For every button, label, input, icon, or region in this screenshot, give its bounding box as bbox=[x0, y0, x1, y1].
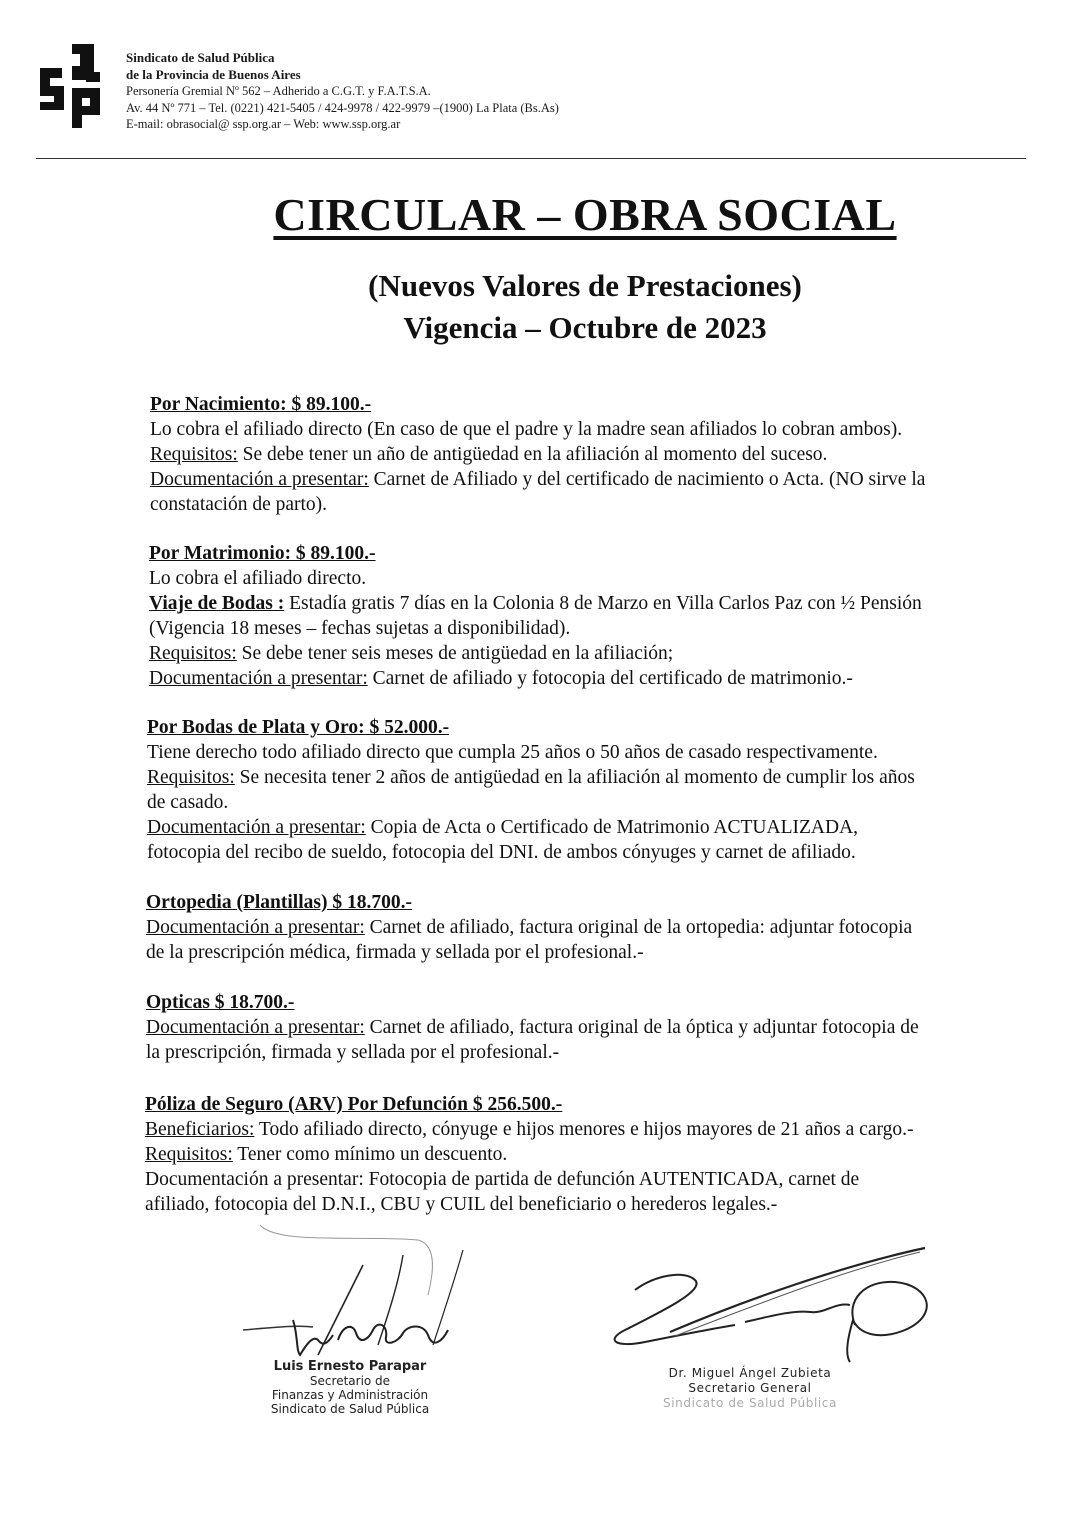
signer-role-line2: Finanzas y Administración bbox=[271, 1388, 429, 1402]
ssp-logo bbox=[36, 42, 106, 130]
honeymoon-text-cont: (Vigencia 18 meses – fechas sujetas a disponibilidad). bbox=[149, 618, 571, 639]
requirements-label: Requisitos: bbox=[150, 444, 238, 465]
address-line: Av. 44 Nº 771 – Tel. (0221) 421-5405 / 424-9978 / 422-9979 –(1900) La Plata (Bs.As) bbox=[126, 100, 559, 115]
signer-name: Luis Ernesto Parapar bbox=[273, 1359, 427, 1374]
org-name-line2: de la Provincia de Buenos Aires bbox=[126, 66, 301, 82]
documentation-text-cont: de la prescripción médica, firmada y sellada por el profesional.- bbox=[146, 942, 644, 963]
documentation-label: Documentación a presentar: bbox=[149, 668, 368, 689]
requirements-text: Se debe tener un año de antigüedad en la afiliación al momento del suceso. bbox=[237, 444, 828, 465]
requirements-label: Requisitos: bbox=[147, 767, 235, 788]
signature-right-caption bbox=[640, 1366, 860, 1411]
section-heading: Ortopedia (Plantillas) $ 18.700.- bbox=[146, 892, 412, 913]
org-name-line1: Sindicato de Salud Pública bbox=[126, 50, 275, 65]
requirements-label: Requisitos: bbox=[149, 643, 237, 664]
requirements-text-cont: de casado. bbox=[147, 792, 229, 813]
section-heading: Opticas $ 18.700.- bbox=[146, 992, 295, 1013]
requirements-label: Requisitos: bbox=[145, 1144, 233, 1165]
signature-left bbox=[238, 1215, 488, 1365]
contact-line: E-mail: obrasocial@ ssp.org.ar – Web: www.ssp.org.ar bbox=[126, 117, 401, 131]
documentation-text-cont: afiliado, fotocopia del D.N.I., CBU y CUIL del beneficiario o herederos legales.- bbox=[145, 1194, 778, 1215]
signer-role-line1: Secretario de bbox=[309, 1374, 391, 1388]
documentation-text: Carnet de afiliado, factura original de la óptica y adjuntar fotocopia de bbox=[364, 1017, 919, 1038]
documentation-text: Carnet de Afiliado y del certificado de nacimiento o Acta. (NO sirve la bbox=[368, 469, 926, 490]
signature-left-caption bbox=[250, 1360, 450, 1416]
section-heading: Por Nacimiento: $ 89.100.- bbox=[150, 394, 372, 415]
documentation-text: Carnet de afiliado, factura original de la ortopedia: adjuntar fotocopia bbox=[364, 917, 913, 938]
documentation-text-cont: fotocopia del recibo de sueldo, fotocopia del DNI. de ambos cónyuges y carnet de afiliado. bbox=[147, 842, 856, 863]
honeymoon-text: Estadía gratis 7 días en la Colonia 8 de Marzo en Villa Carlos Paz con ½ Pensión bbox=[284, 593, 922, 614]
letterhead bbox=[126, 50, 559, 133]
section-matrimonio bbox=[149, 541, 1019, 691]
documentation-text: Documentación a presentar: Fotocopia de partida de defunción AUTENTICADA, carnet de bbox=[145, 1169, 860, 1190]
documentation-text: Copia de Acta o Certificado de Matrimonio ACTUALIZADA, bbox=[365, 817, 859, 838]
documentation-label: Documentación a presentar: bbox=[146, 917, 365, 938]
honeymoon-label: Viaje de Bodas : bbox=[149, 593, 285, 614]
documentation-text: Carnet de afiliado y fotocopia del certificado de matrimonio.- bbox=[367, 668, 853, 689]
header-divider bbox=[36, 158, 1026, 159]
documentation-label: Documentación a presentar: bbox=[147, 817, 366, 838]
section-heading: Por Matrimonio: $ 89.100.- bbox=[149, 543, 376, 564]
signature-right bbox=[595, 1240, 950, 1365]
requirements-text: Se necesita tener 2 años de antigüedad en la afiliación al momento de cumplir los años bbox=[234, 767, 915, 788]
section-ortopedia bbox=[146, 890, 1016, 965]
section-poliza bbox=[145, 1092, 1015, 1217]
requirements-text: Se debe tener seis meses de antigüedad en la afiliación; bbox=[236, 643, 674, 664]
signer-role-line2: Sindicato de Salud Pública bbox=[663, 1396, 837, 1410]
beneficiaries-label: Beneficiarios: bbox=[145, 1119, 255, 1140]
personeria-line: Personería Gremial Nº 562 – Adherido a C.G.T. y F.A.T.S.A. bbox=[126, 84, 431, 98]
requirements-text: Tener como mínimo un descuento. bbox=[232, 1144, 508, 1165]
documentation-text-cont: la prescripción, firmada y sellada por el profesional.- bbox=[146, 1042, 560, 1063]
signer-role-line3: Sindicato de Salud Pública bbox=[270, 1402, 430, 1416]
documentation-label: Documentación a presentar: bbox=[150, 469, 369, 490]
section-text: Lo cobra el afiliado directo (En caso de que el padre y la madre sean afiliados lo cobran ambos). bbox=[150, 419, 903, 440]
section-text: Tiene derecho todo afiliado directo que cumpla 25 años o 50 años de casado respectivamente. bbox=[147, 742, 878, 763]
subtitle-values: (Nuevos Valores de Prestaciones) bbox=[368, 268, 802, 303]
signer-name: Dr. Miguel Ángel Zubieta bbox=[668, 1366, 832, 1380]
beneficiaries-text: Todo afiliado directo, cónyuge e hijos menores e hijos mayores de 21 años a cargo.- bbox=[254, 1119, 914, 1140]
page-title: CIRCULAR – OBRA SOCIAL bbox=[273, 189, 897, 240]
section-heading: Por Bodas de Plata y Oro: $ 52.000.- bbox=[147, 717, 450, 738]
signer-role-line1: Secretario General bbox=[688, 1381, 812, 1395]
section-opticas bbox=[146, 990, 1016, 1065]
subtitle-vigencia: Vigencia – Octubre de 2023 bbox=[403, 310, 767, 345]
section-bodas bbox=[147, 715, 1017, 865]
section-heading: Póliza de Seguro (ARV) Por Defunción $ 256.500.- bbox=[145, 1094, 563, 1115]
section-nacimiento bbox=[150, 392, 1020, 517]
section-text: Lo cobra el afiliado directo. bbox=[149, 568, 367, 589]
documentation-text-cont: constatación de parto). bbox=[150, 494, 328, 515]
documentation-label: Documentación a presentar: bbox=[146, 1017, 365, 1038]
